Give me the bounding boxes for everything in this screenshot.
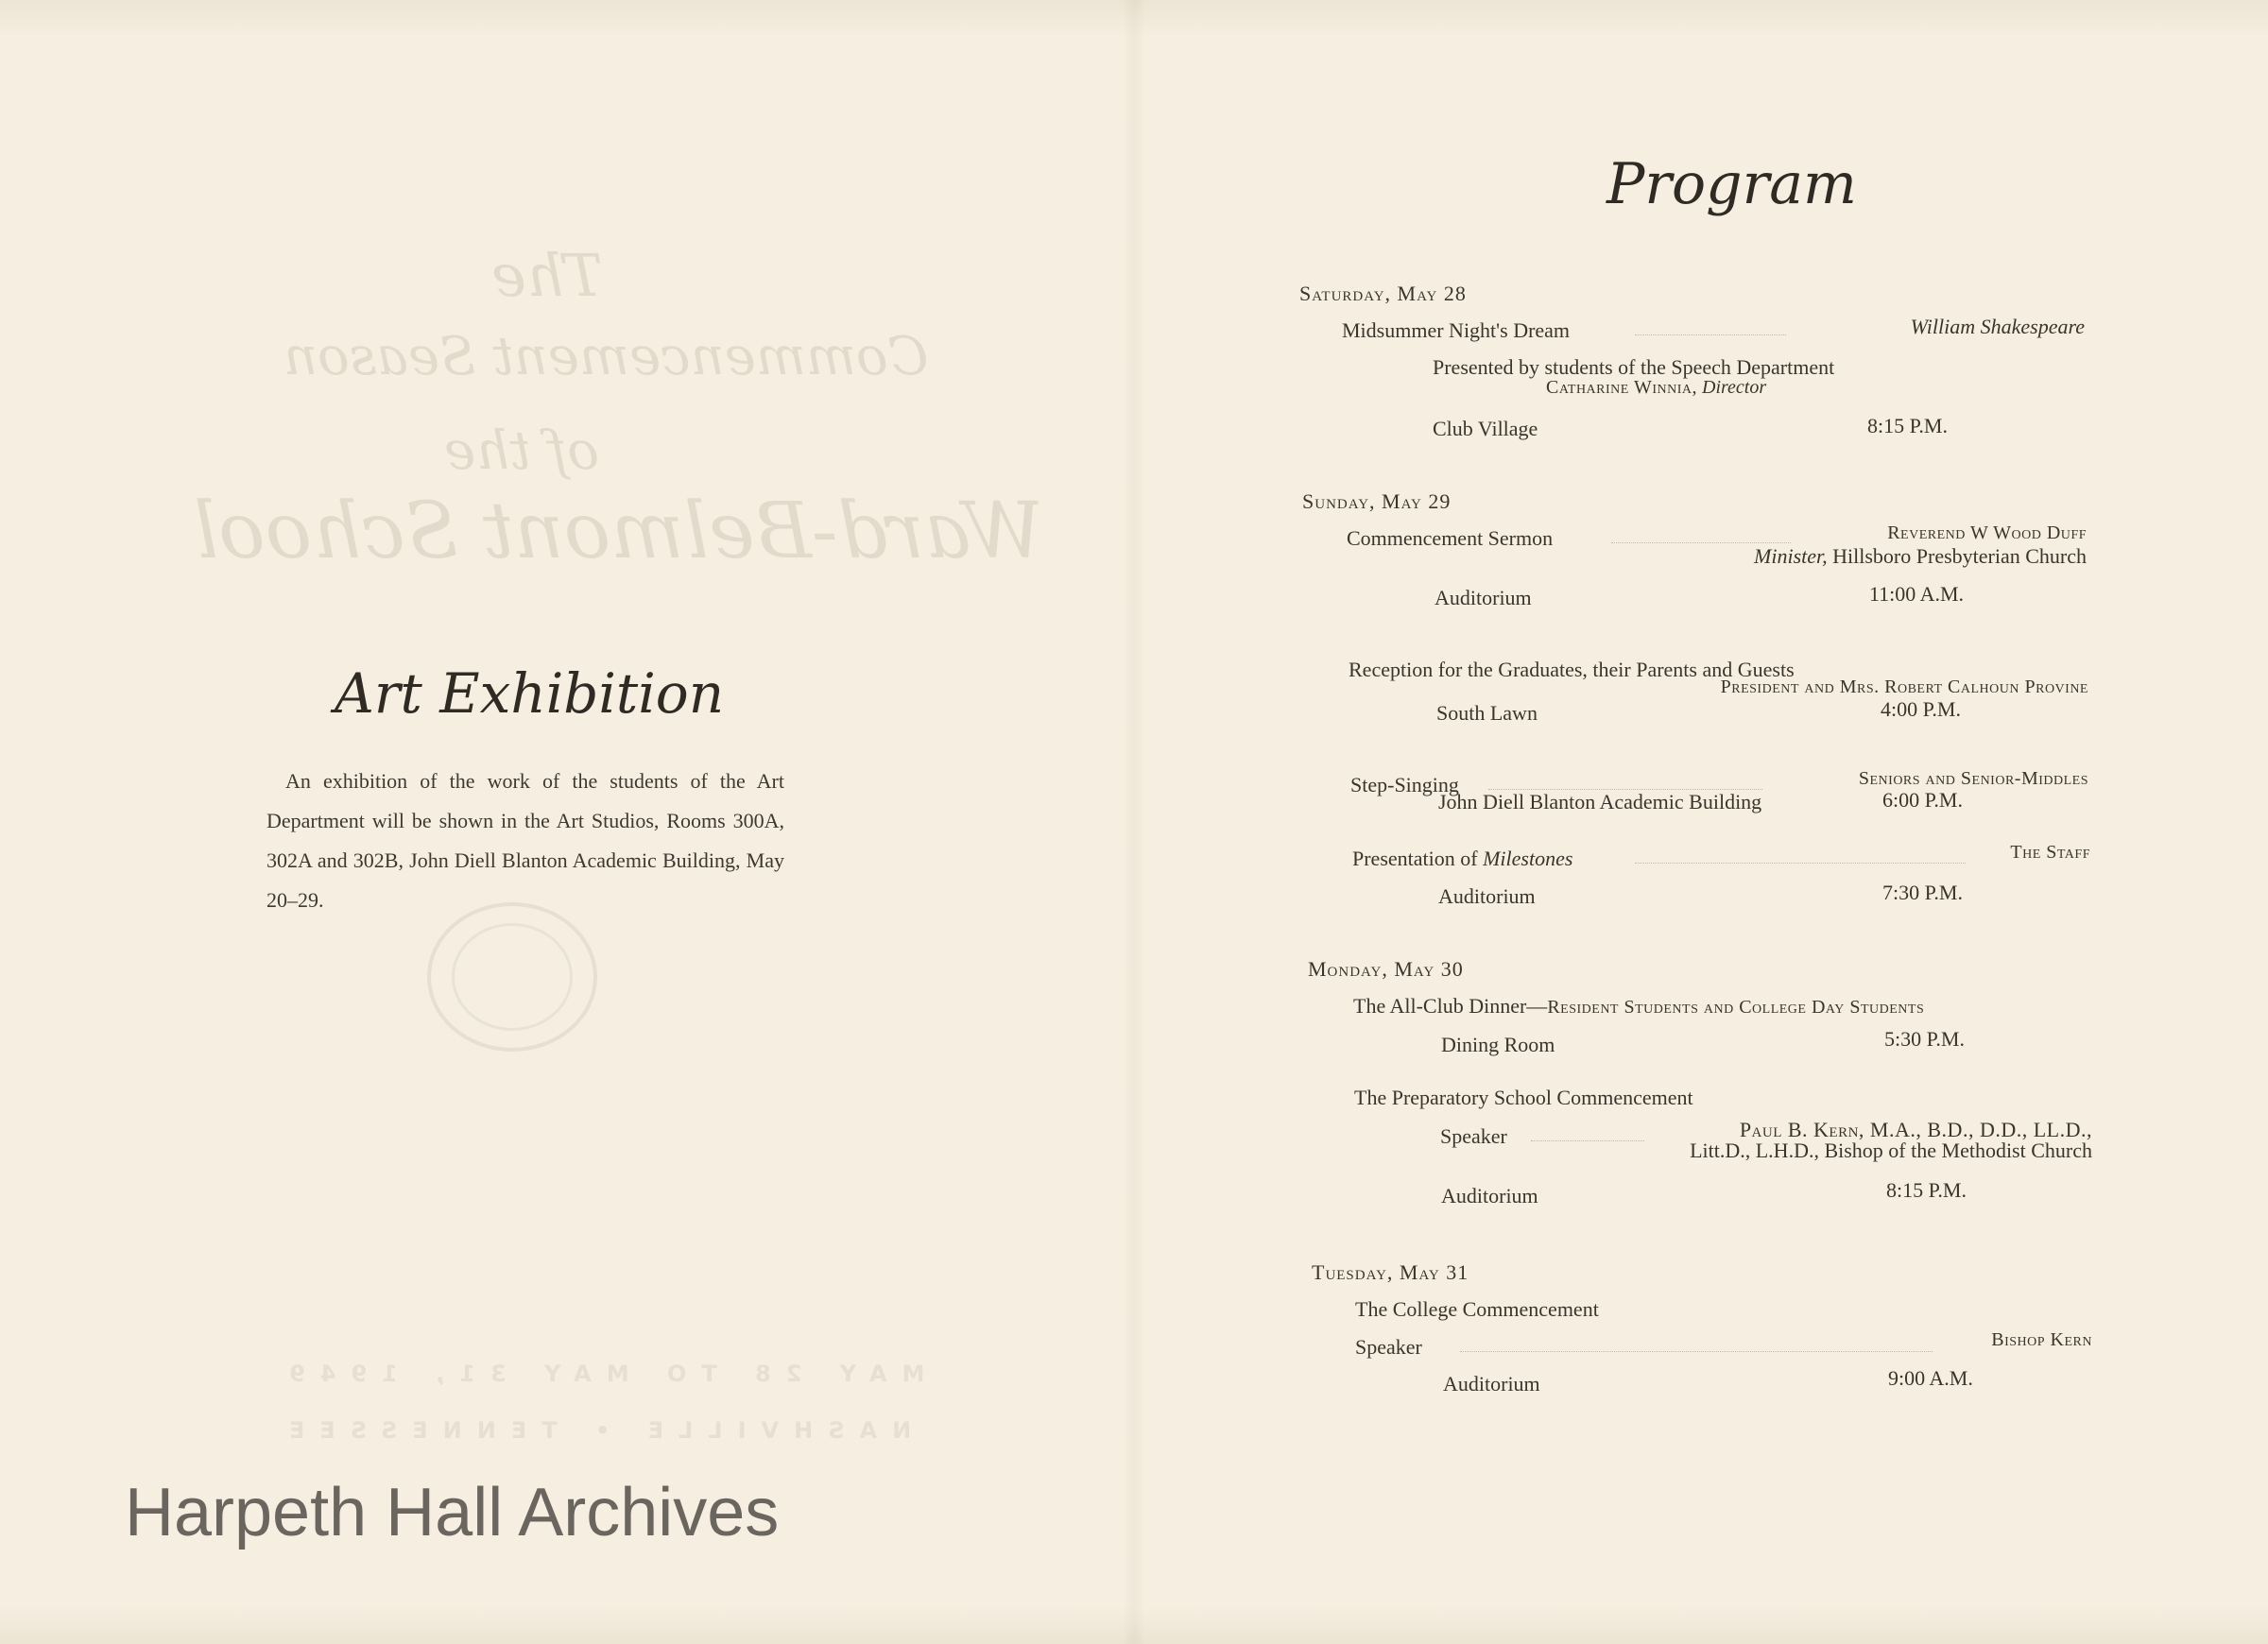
step-singing-place: John Diell Blanton Academic Building [1438, 790, 1762, 813]
college-place: Auditorium [1443, 1372, 1540, 1396]
event-reception: Reception for the Graduates, their Parents and Guests [1349, 658, 1795, 681]
day-heading-saturday: Saturday, May 28 [1299, 282, 1467, 305]
milestones-title: Milestones [1483, 847, 1573, 870]
prep-time: 8:15 P.M. [1886, 1178, 1967, 1202]
director-role: Director [1702, 377, 1767, 398]
milestones-time: 7:30 P.M. [1882, 881, 1963, 904]
event-director [1546, 377, 1766, 399]
day-heading-sunday: Sunday, May 29 [1302, 489, 1452, 513]
ghost-text-season: Commencement Season [284, 326, 929, 387]
reception-hosts: President and Mrs. Robert Calhoun Provine [1720, 676, 2088, 697]
dinner-who: Resident Students and College Day Students [1547, 997, 1925, 1018]
milestones-place: Auditorium [1438, 884, 1536, 908]
prep-speaker-titles: Litt.D., L.H.D., Bishop of the Methodist Church [1690, 1139, 2092, 1162]
sermon-time: 11:00 A.M. [1869, 582, 1965, 606]
director-name: Catharine Winnia, [1546, 377, 1698, 398]
art-exhibition-heading: Art Exhibition [334, 661, 725, 726]
sermon-place: Auditorium [1435, 586, 1532, 609]
dinner-time: 5:30 P.M. [1884, 1027, 1965, 1051]
sermon-speaker: Reverend W Wood Duff [1887, 522, 2087, 543]
event-milestones [1352, 847, 1572, 871]
event-sermon: Commencement Sermon [1347, 526, 1554, 550]
ghost-text-of: of the [444, 420, 599, 482]
program-heading: Program [1606, 151, 1857, 217]
leader-dots [1635, 334, 1786, 335]
event-author: William Shakespeare [1910, 315, 2085, 338]
event-place: Club Village [1433, 417, 1538, 440]
step-singing-time: 6:00 P.M. [1882, 788, 1963, 812]
event-prep-commencement: The Preparatory School Commencement [1354, 1086, 1693, 1109]
ghost-footer-dates: MAY 28 TO MAY 31, 1949 [274, 1361, 925, 1387]
event-presenter: Presented by students of the Speech Department [1433, 355, 1835, 379]
college-speaker-name: Bishop Kern [1991, 1329, 2092, 1350]
ghost-footer-place: NASHVILLE • TENNESSEE [274, 1417, 912, 1444]
event-midsummer: Midsummer Night's Dream [1342, 318, 1571, 342]
page-fold [1123, 0, 1145, 1644]
college-time: 9:00 A.M. [1888, 1366, 1973, 1390]
milestones-prefix: Presentation of [1352, 847, 1478, 870]
event-time: 8:15 P.M. [1867, 414, 1948, 437]
step-singing-who: Seniors and Senior-Middles [1858, 768, 2088, 789]
reception-time: 4:00 P.M. [1881, 697, 1961, 721]
event-dinner [1353, 994, 1924, 1019]
sermon-minister [1606, 544, 2087, 569]
prep-speaker-name: Paul B. Kern, M.A., B.D., D.D., LL.D., [1739, 1118, 2092, 1141]
ghost-text-the: The [491, 241, 603, 310]
prep-place: Auditorium [1441, 1184, 1538, 1207]
art-exhibition-text: An exhibition of the work of the students of the Art Department will be shown in the Art Studios, Rooms 300A, 302A and 302B, John Diell Blanton Academic Building, May 20–29. [266, 769, 784, 912]
day-heading-tuesday: Tuesday, May 31 [1312, 1260, 1469, 1284]
minister-church: Hillsboro Presbyterian Church [1832, 544, 2087, 568]
archive-watermark: Harpeth Hall Archives [125, 1475, 780, 1550]
dinner-place: Dining Room [1441, 1033, 1555, 1056]
day-heading-monday: Monday, May 30 [1308, 957, 1464, 981]
prep-speaker-label: Speaker [1440, 1124, 1507, 1148]
event-college-commencement: The College Commencement [1355, 1297, 1599, 1321]
ghost-seal-emblem [427, 902, 597, 1052]
ghost-text-school: Ward-Belmont School [194, 487, 1044, 576]
college-speaker-label: Speaker [1355, 1335, 1422, 1359]
milestones-who: The Staff [2010, 842, 2090, 863]
dinner-title: The All-Club Dinner— [1353, 994, 1548, 1018]
leader-dots [1460, 1351, 1933, 1352]
minister-role: Minister, [1754, 544, 1828, 568]
event-step-singing: Step-Singing [1350, 773, 1459, 796]
reception-place: South Lawn [1436, 701, 1538, 725]
